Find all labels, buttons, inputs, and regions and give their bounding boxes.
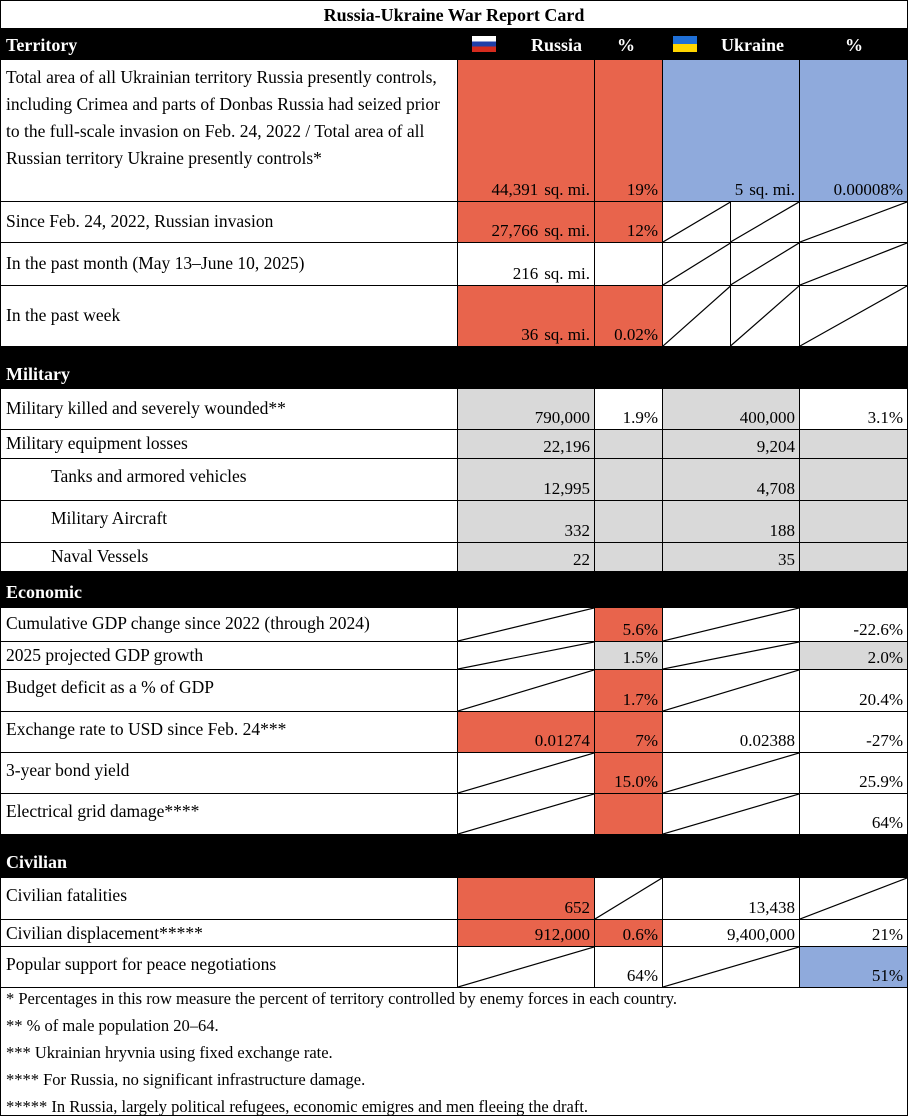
not-applicable-cell [662, 670, 799, 711]
section-header-military [1, 346, 907, 389]
ukraine-pct-value: 0.00008% [833, 180, 903, 199]
row-label: Military Aircraft [51, 508, 168, 528]
russia-value [491, 221, 590, 241]
row-label: Civilian displacement***** [6, 923, 203, 943]
report-title: Russia-Ukraine War Report Card [1, 1, 907, 29]
russia-value: 790,000 [534, 408, 590, 427]
not-applicable-cell [457, 608, 594, 641]
russia-pct-value: 15.0% [614, 772, 658, 791]
column-header-russia-pct: % [617, 35, 635, 55]
table-row-military-killed [1, 389, 907, 429]
not-applicable-cell [457, 642, 594, 669]
table-row-economic-gdp-change [1, 608, 907, 641]
ukraine-pct-value: 51% [871, 966, 903, 985]
not-applicable-cell [662, 286, 799, 346]
not-applicable-cell [457, 753, 594, 793]
russia-value: 12,995 [543, 479, 590, 498]
ukraine-value: 0.02388 [739, 731, 795, 750]
ukraine-value: 9,400,000 [727, 925, 795, 944]
not-applicable-cell [799, 286, 907, 346]
not-applicable-cell [662, 202, 799, 242]
russia-value: 22 [573, 550, 590, 569]
russia-value: 332 [564, 521, 590, 540]
row-label: Military equipment losses [6, 433, 188, 453]
column-header-ukraine-pct: % [845, 35, 863, 55]
unit-label: sq. mi. [544, 325, 590, 344]
table-row-military-tanks [1, 459, 907, 500]
row-label: Electrical grid damage**** [6, 801, 200, 821]
table-row-civilian-peace [1, 947, 907, 987]
table-row-territory-past-week [1, 286, 907, 346]
unit-label: sq. mi. [544, 180, 590, 199]
russia-pct-value: 1.5% [622, 648, 658, 667]
russia-number: 44,391 [491, 180, 539, 199]
table-row-military-naval [1, 543, 907, 571]
ukraine-value: 188 [769, 521, 795, 540]
row-label: In the past month (May 13–June 10, 2025) [6, 253, 305, 273]
row-label: Budget deficit as a % of GDP [6, 677, 215, 697]
row-label: Since Feb. 24, 2022, Russian invasion [6, 211, 274, 231]
ukraine-value: 13,438 [748, 898, 795, 917]
not-applicable-cell [799, 243, 907, 285]
ukraine-pct-value: 2.0% [867, 648, 903, 667]
row-label: 3-year bond yield [6, 760, 130, 780]
ukraine-value: 4,708 [756, 479, 795, 498]
column-header-ukraine: Ukraine [721, 35, 784, 55]
table-row-economic-bond [1, 753, 907, 793]
ukraine-pct-value: 64% [871, 813, 903, 832]
ukraine-value: 400,000 [739, 408, 795, 427]
unit-label: sq. mi. [544, 264, 590, 283]
row-label: Cumulative GDP change since 2022 (through 2024) [6, 613, 370, 633]
russia-flag-icon [471, 35, 497, 53]
ukraine-value: 35 [778, 550, 795, 569]
russia-value [491, 180, 590, 200]
table-row-territory-total [1, 60, 907, 201]
table-row-economic-deficit [1, 670, 907, 711]
row-label: Military killed and severely wounded** [6, 398, 286, 418]
ukraine-pct-value: 21% [871, 925, 903, 944]
russia-value: 652 [564, 898, 590, 917]
unit-label: sq. mi. [749, 180, 795, 199]
section-title-economic: Economic [6, 582, 82, 602]
not-applicable-cell [457, 947, 594, 987]
ukraine-value [735, 180, 795, 200]
table-row-civilian-fatalities [1, 878, 907, 919]
not-applicable-cell [457, 794, 594, 834]
table-row-territory-since-invasion [1, 202, 907, 242]
row-label: Tanks and armored vehicles [51, 466, 247, 486]
ukraine-value: 9,204 [756, 437, 795, 456]
russia-pct-value: 0.02% [614, 325, 658, 344]
russia-value: 912,000 [534, 925, 590, 944]
section-header-economic [1, 571, 907, 608]
column-header-russia: Russia [531, 35, 583, 55]
russia-number: 216 [512, 264, 539, 283]
section-title-civilian: Civilian [6, 852, 68, 872]
not-applicable-cell [799, 878, 907, 919]
not-applicable-cell [662, 794, 799, 834]
ukraine-number: 5 [734, 180, 744, 199]
not-applicable-cell [662, 642, 799, 669]
russia-value [521, 325, 590, 345]
ukraine-pct-value: 25.9% [859, 772, 903, 791]
table-row-military-equipment [1, 430, 907, 458]
russia-value: 0.01274 [534, 731, 590, 750]
ukraine-pct-value: 3.1% [867, 408, 903, 427]
section-header-territory [1, 29, 907, 60]
russia-value: 22,196 [543, 437, 590, 456]
russia-pct-value: 1.7% [622, 690, 658, 709]
russia-pct-value: 0.6% [622, 925, 658, 944]
footnotes [1, 987, 907, 1116]
row-label: Civilian fatalities [6, 885, 128, 905]
russia-pct-value: 1.9% [622, 408, 658, 427]
section-title-territory: Territory [6, 35, 78, 55]
table-row-economic-exchange [1, 712, 907, 752]
russia-pct-value: 7% [635, 731, 658, 750]
row-label: Naval Vessels [51, 546, 149, 566]
row-label: In the past week [6, 305, 121, 325]
not-applicable-cell [457, 670, 594, 711]
row-label-territory-total: Total area of all Ukrainian territory Russia presently controls, including Crimea and parts of Donbas Russia had seized prior to the full-scale invasion on Feb. 24, 2022 / Total area of all Russian territory Ukraine presently controls* [6, 67, 440, 168]
table-row-military-aircraft [1, 501, 907, 542]
ukraine-pct-value: -27% [866, 731, 903, 750]
section-title-military: Military [6, 364, 70, 384]
not-applicable-cell [799, 202, 907, 242]
footnote: ** % of male population 20–64. [6, 1016, 219, 1035]
table-row-civilian-displacement [1, 920, 907, 946]
row-label: Popular support for peace negotiations [6, 954, 277, 974]
russia-value [513, 264, 590, 284]
footnote: **** For Russia, no significant infrastructure damage. [6, 1070, 366, 1089]
not-applicable-cell [662, 608, 799, 641]
russia-pct-value: 19% [626, 180, 658, 199]
ukraine-pct-value: 20.4% [859, 690, 903, 709]
ukraine-pct-value: -22.6% [853, 620, 903, 639]
ukraine-flag-icon [672, 35, 698, 53]
russia-pct-value: 64% [626, 966, 658, 985]
not-applicable-cell [662, 947, 799, 987]
not-applicable-cell [594, 878, 662, 919]
row-label: 2025 projected GDP growth [6, 645, 204, 665]
russia-number: 27,766 [491, 221, 539, 240]
row-label: Exchange rate to USD since Feb. 24*** [6, 719, 287, 739]
not-applicable-cell [662, 753, 799, 793]
footnote: * Percentages in this row measure the percent of territory controlled by enemy forces in each country. [6, 989, 678, 1008]
table-row-territory-past-month [1, 243, 907, 285]
not-applicable-cell [662, 243, 799, 285]
table-row-economic-grid [1, 794, 907, 834]
russia-pct-value: 12% [626, 221, 658, 240]
footnote: ***** In Russia, largely political refugees, economic emigres and men fleeing the draft. [6, 1097, 589, 1116]
russia-number: 36 [521, 325, 539, 344]
table-row-economic-gdp-growth [1, 642, 907, 669]
section-header-civilian [1, 834, 907, 878]
russia-pct-value: 5.6% [622, 620, 658, 639]
unit-label: sq. mi. [544, 221, 590, 240]
footnote: *** Ukrainian hryvnia using fixed exchange rate. [6, 1043, 333, 1062]
